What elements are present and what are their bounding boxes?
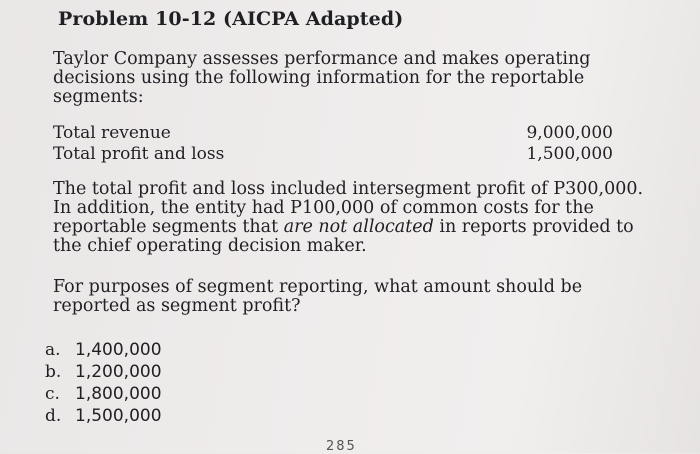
figure-label: Total profit and loss	[53, 144, 225, 164]
option-letter: b.	[45, 362, 62, 382]
option-d[interactable]	[45, 406, 162, 426]
page-number: 285	[326, 439, 357, 454]
details-emphasis: are not allocated	[283, 217, 434, 237]
figure-value: 9,000,000	[526, 123, 613, 143]
option-value: 1,500,000	[75, 406, 162, 426]
intro-paragraph: Taylor Company assesses performance and makes operating decisions using the following information for the reportable segments:	[53, 49, 591, 107]
question-paragraph: For purposes of segment reporting, what amount should be reported as segment profit?	[53, 277, 583, 316]
option-a[interactable]	[45, 340, 162, 360]
option-value: 1,400,000	[75, 340, 162, 360]
option-b[interactable]	[45, 362, 162, 382]
details-paragraph	[53, 180, 653, 256]
option-value: 1,800,000	[75, 384, 162, 404]
option-c[interactable]	[45, 384, 162, 404]
option-value: 1,200,000	[75, 362, 162, 382]
option-letter: a.	[45, 340, 61, 360]
figure-label: Total revenue	[53, 123, 171, 143]
details-text-before: The total profit and loss included intersegment profit of P300,000. In addition, the entity had P100,000 of common costs for the reportable segments that	[53, 179, 644, 237]
option-letter: c.	[45, 384, 60, 404]
details-text-after: in reports provided to the chief operating decision maker.	[53, 217, 634, 256]
figure-value: 1,500,000	[526, 144, 613, 164]
option-letter: d.	[45, 406, 62, 426]
problem-title: Problem 10-12 (AICPA Adapted)	[58, 8, 404, 30]
